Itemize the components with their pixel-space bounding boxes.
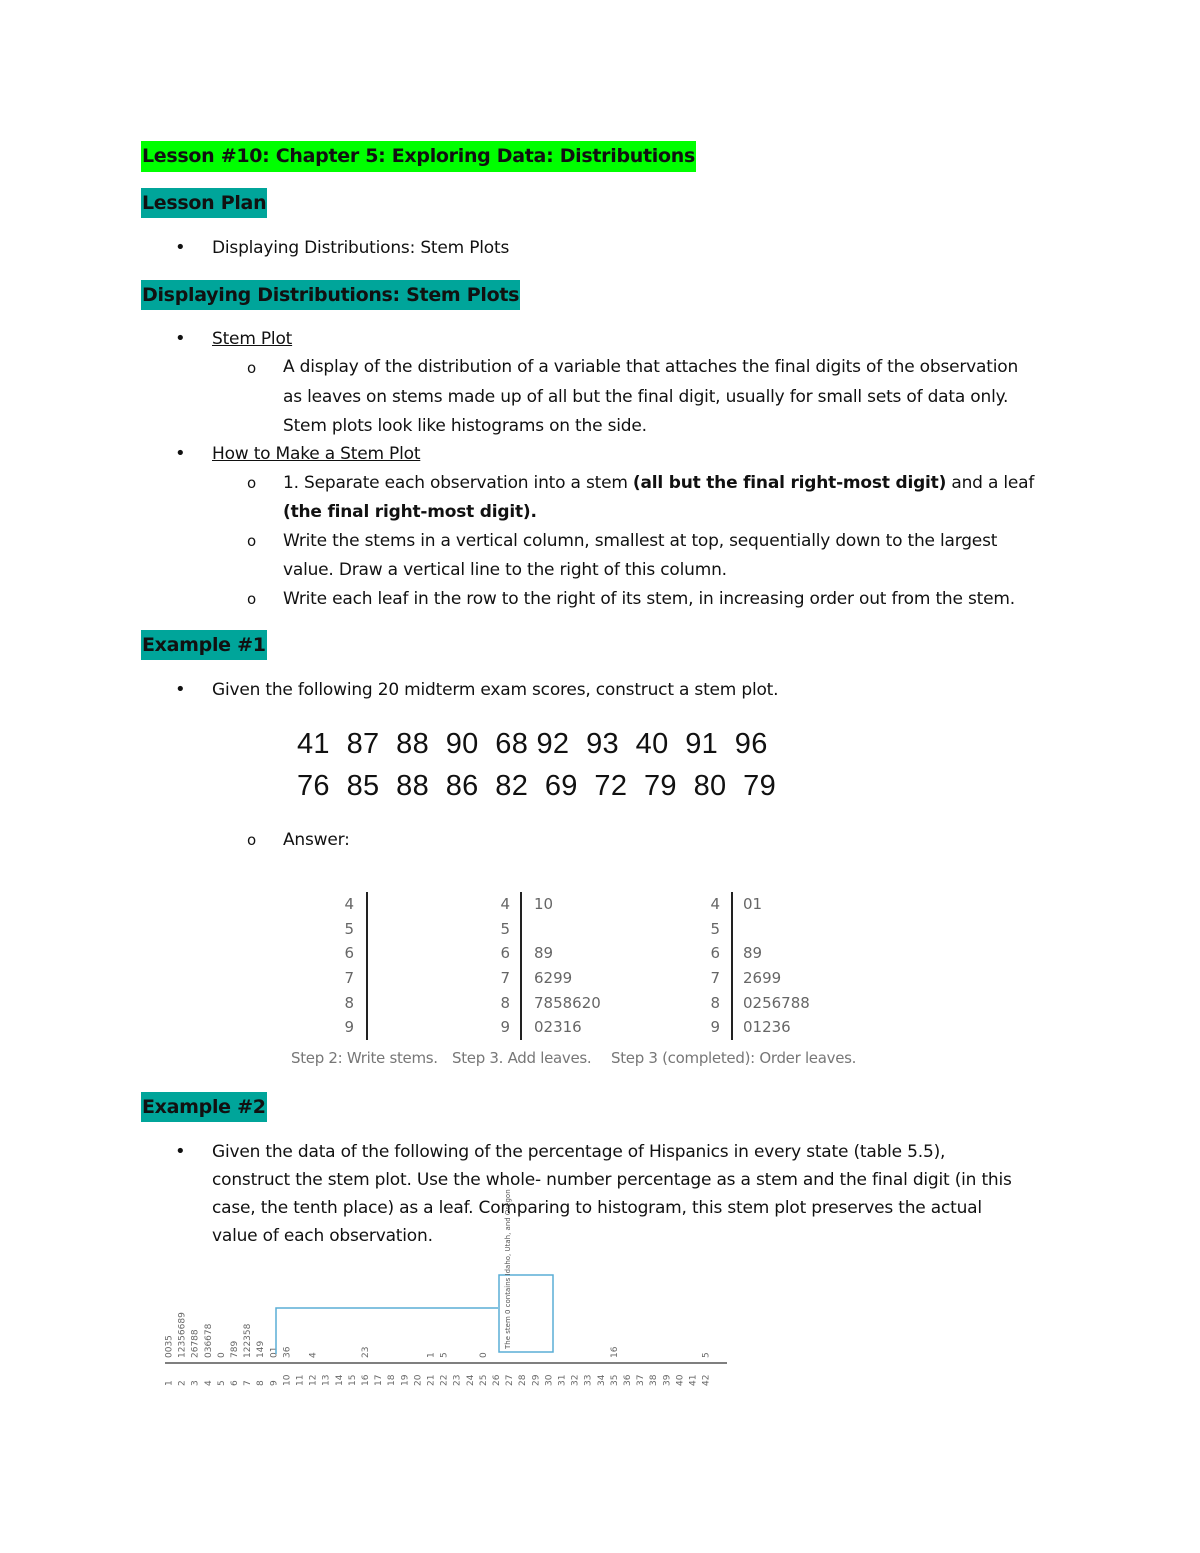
step2-line: value. Draw a vertical line to the right of this column.	[283, 560, 727, 580]
leaf-value: 6299	[534, 969, 573, 988]
step1-line: 1. Separate each observation into a stem (all but the final right-most digit) and a leaf	[283, 473, 1035, 493]
leaf-label: 16	[609, 1346, 620, 1358]
stem-label: 37	[636, 1374, 647, 1386]
example2-prompt-line: value of each observation.	[212, 1226, 433, 1246]
stem-label: 42	[701, 1374, 712, 1386]
stem-value: 9	[710, 1018, 720, 1037]
leaf-value: 10	[534, 895, 554, 913]
stem-label: 36	[623, 1374, 633, 1386]
stem-value: 6	[500, 944, 510, 963]
stem-value: 7	[500, 969, 510, 988]
stem-label: 17	[374, 1374, 385, 1386]
stem-label: 10	[282, 1374, 293, 1386]
stem-label: 28	[518, 1374, 529, 1386]
stem-label: 26	[492, 1374, 502, 1386]
example2-prompt-line: Given the data of the following of the percentage of Hispanics in every state (table 5.5),	[212, 1142, 946, 1162]
leaf-label: 0	[216, 1352, 227, 1358]
answer-label: Answer:	[283, 830, 350, 850]
leaf-label: 26788	[190, 1329, 201, 1358]
stem-value: 4	[710, 895, 720, 913]
leaf-label: 0	[478, 1352, 489, 1358]
leaf-label: 5	[701, 1352, 712, 1358]
step3-line: Write each leaf in the row to the right of its stem, in increasing order out from the stem.	[283, 589, 1015, 609]
stem-label: 20	[413, 1374, 424, 1386]
stem-value: 7	[344, 969, 354, 988]
stem-value: 8	[500, 993, 510, 1012]
leaf-label: 036678	[203, 1323, 214, 1358]
stem-value: 7	[710, 969, 720, 988]
leaf-label: 4	[308, 1352, 319, 1358]
stem-label: 3	[190, 1380, 201, 1386]
stem-label: 4	[203, 1380, 214, 1386]
leaf-label: 23	[361, 1346, 371, 1358]
stem-value: 4	[500, 895, 510, 913]
stem-label: 13	[321, 1374, 332, 1386]
lesson-title: Lesson #10: Chapter 5: Exploring Data: Distributions	[141, 141, 696, 172]
caption-step3: Step 3. Add leaves.	[452, 1049, 592, 1067]
sub-bullet-icon: o	[247, 590, 257, 608]
stem-value: 9	[500, 1018, 510, 1037]
definition-line: Stem plots look like histograms on the side.	[283, 416, 647, 436]
leaf-label: 12356689	[177, 1312, 188, 1358]
stem-label: 21	[426, 1374, 437, 1386]
caption-completed: Step 3 (completed): Order leaves.	[611, 1049, 857, 1067]
leaf-value: 7858620	[534, 993, 601, 1012]
stem-label: 7	[243, 1380, 254, 1386]
leaf-label: 01	[269, 1346, 280, 1358]
leaf-label: 1	[426, 1352, 437, 1358]
sub-bullet-icon: o	[247, 359, 257, 377]
stem-label: 8	[256, 1380, 267, 1386]
stem-label: 18	[387, 1374, 398, 1386]
stem-label: 9	[269, 1380, 280, 1386]
leaf-label: 122358	[243, 1323, 254, 1358]
stem-value: 6	[344, 944, 354, 963]
stem-label: 29	[531, 1374, 542, 1386]
stem-label: 33	[583, 1374, 594, 1386]
callout-pointer	[276, 1308, 498, 1354]
example1-prompt: Given the following 20 midterm exam scores, construct a stem plot.	[212, 680, 779, 700]
stem-value: 5	[344, 919, 354, 938]
stem-label: 30	[544, 1374, 555, 1386]
section-heading: Displaying Distributions: Stem Plots	[141, 280, 520, 310]
stem-label: 39	[662, 1374, 673, 1386]
stem-label: 41	[688, 1374, 699, 1386]
lesson-plan-heading: Lesson Plan	[141, 188, 267, 218]
example2-prompt-line: case, the tenth place) as a leaf. Comparing to histogram, this stem plot preserves the actual	[212, 1198, 982, 1218]
stem-label: 38	[649, 1374, 660, 1386]
leaf-label: 0035	[164, 1335, 175, 1358]
scores-row-2: 76 85 88 86 82 69 72 79 80 79	[297, 770, 776, 802]
bullet-icon: •	[175, 679, 186, 700]
sub-bullet-icon: o	[247, 831, 257, 849]
stem-value: 5	[500, 919, 510, 938]
scores-row-1: 41 87 88 90 68 92 93 40 91 96	[297, 728, 768, 760]
definition-line: A display of the distribution of a variable that attaches the final digits of the observation	[283, 357, 1019, 377]
stem-label: 24	[465, 1374, 476, 1386]
sub-bullet-icon: o	[247, 474, 257, 492]
sub-bullet-icon: o	[247, 532, 257, 550]
bullet-icon: •	[175, 443, 186, 464]
stem-label: 35	[609, 1374, 620, 1386]
leaf-value: 01236	[743, 1018, 791, 1037]
example2-heading: Example #2	[141, 1092, 267, 1122]
stem-label: 12	[308, 1374, 319, 1386]
leaf-value: 0256788	[743, 993, 810, 1012]
leaf-value: 01	[743, 895, 763, 913]
stem-value: 8	[710, 993, 720, 1012]
callout-text: The stem 0 contains Idaho, Utah, and Oregon	[504, 1189, 512, 1349]
lesson-plan-item: Displaying Distributions: Stem Plots	[212, 238, 510, 258]
stem-label: 22	[439, 1374, 450, 1386]
stem-label: 23	[452, 1374, 463, 1386]
stem-label: 34	[596, 1374, 607, 1386]
how-to-label: How to Make a Stem Plot	[212, 444, 421, 464]
example2-prompt-line: construct the stem plot. Use the whole- number percentage as a stem and the final digit (in this	[212, 1170, 1012, 1190]
leaf-label: 789	[230, 1340, 240, 1358]
stem-label: 5	[216, 1380, 227, 1386]
leaf-label: 149	[256, 1340, 267, 1358]
leaf-label: 36	[282, 1346, 293, 1358]
example1-heading: Example #1	[141, 630, 267, 660]
step2-line: Write the stems in a vertical column, smallest at top, sequentially down to the largest	[283, 531, 998, 551]
leaf-value: 89	[743, 944, 763, 963]
stem-label: 11	[295, 1374, 306, 1386]
step1-line-2: (the final right-most digit).	[283, 502, 537, 522]
stem-divider	[520, 892, 522, 1040]
stem-plot-label: Stem Plot	[212, 329, 293, 349]
leaf-label: 5	[439, 1352, 450, 1358]
stem-label: 27	[505, 1374, 516, 1386]
leaf-value: 89	[534, 944, 554, 963]
stem-label: 19	[400, 1374, 411, 1386]
bullet-icon: •	[175, 237, 186, 258]
stem-divider	[731, 892, 733, 1040]
stem-label: 14	[334, 1374, 345, 1386]
stem-value: 5	[710, 919, 720, 938]
stem-label: 25	[478, 1374, 489, 1386]
bullet-icon: •	[175, 1141, 186, 1162]
stem-label: 6	[230, 1380, 240, 1386]
definition-line: as leaves on stems made up of all but the final digit, usually for small sets of data only.	[283, 387, 1009, 407]
bullet-icon: •	[175, 328, 186, 349]
caption-step2: Step 2: Write stems.	[291, 1049, 438, 1067]
leaf-value: 2699	[743, 969, 782, 988]
stem-label: 40	[675, 1374, 686, 1386]
stem-value: 4	[344, 895, 354, 913]
stem-label: 16	[361, 1374, 371, 1386]
leaf-value: 02316	[534, 1018, 582, 1037]
stem-label: 2	[177, 1380, 188, 1386]
stem-label: 31	[557, 1374, 568, 1386]
stem-divider	[366, 892, 368, 1040]
stem-label: 32	[570, 1374, 581, 1386]
stem-value: 8	[344, 993, 354, 1012]
stem-label: 15	[347, 1374, 358, 1386]
stem-value: 6	[710, 944, 720, 963]
stem-value: 9	[344, 1018, 354, 1037]
stem-label: 1	[164, 1380, 175, 1386]
